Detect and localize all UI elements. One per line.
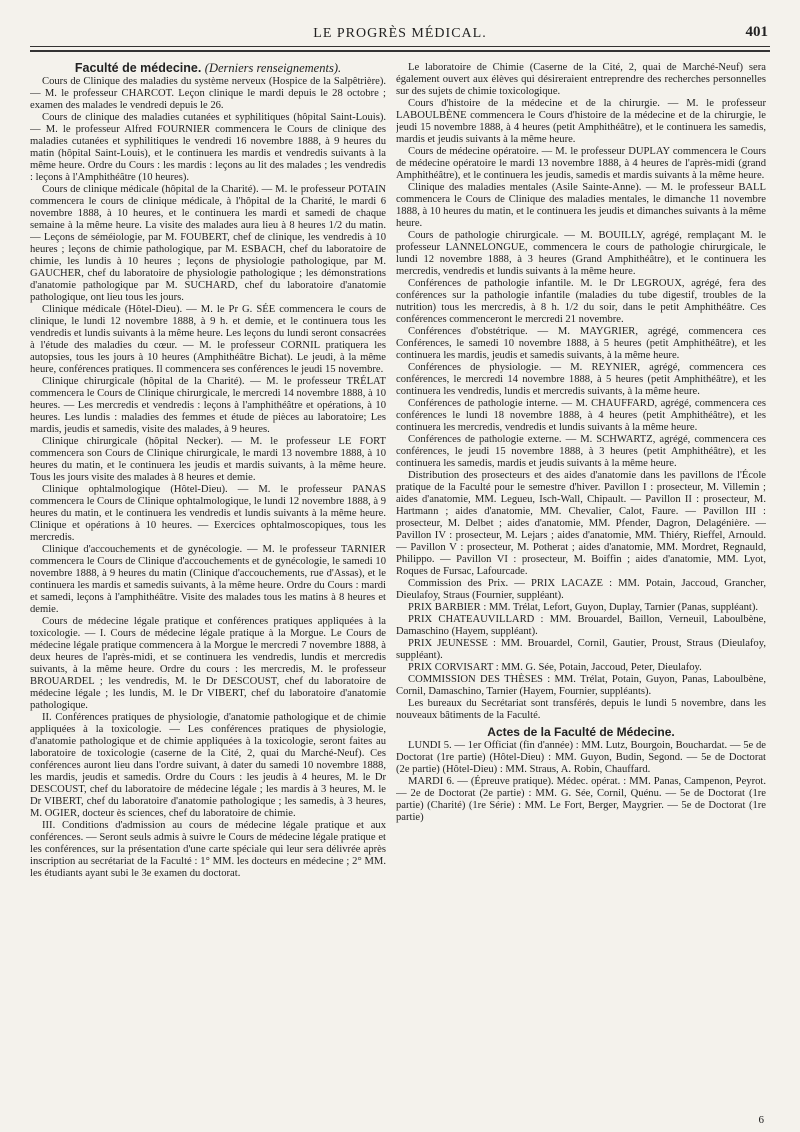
paragraph: Conférences de pathologie interne. — M. CHAUFFARD, agrégé, commencera ces conférences le lundi 18 novembre 1888, à 4 heures (petit Amphithéâtre), et les continuera les mercredis, vendredis et lundis suivants à la même heure. <box>396 398 766 433</box>
paragraph: Cours de médecine légale pratique et conférences pratiques appliquées à la toxicologie. — I. Cours de médecine légale pratique à la Morgue. Le Cours de médecine légale pratique commencera à la Morgue le mercredi 7 novembre 1888, à deux heures de l'après-midi, et se continuera les vendredis, lundis et mercredis suivants, à la même heure. Ordre du cours : les mercredis, M. le professeur BROUARDEL ; les vendredis, M. le Dr DESCOUST, chef du laboratoire de médecine légale ; les lundis, M. le Dr VIBERT, chef du laboratoire d'anatomie pathologique. <box>30 616 386 711</box>
paragraph: Cours de clinique médicale (hôpital de la Charité). — M. le professeur POTAIN commencera le cours de clinique médicale, à l'hôpital de la Charité, le mardi 6 novembre 1888, à 10 heures, et le continuera les mardi et samedi de chaque semaine à la même heure. La visite des malades aura lieu à 8 heures 1/2 du matin. — Leçons de séméiologie, par M. FOUBERT, chef de clinique, les vendredis à 10 heures ; leçons de chimie pathologique, par M. ESBACH, chef du laboratoire de chimie, les lundis à 10 heures ; leçons de physiologie pathologique, par M. GAUCHER, chef du laboratoire de physiologie pathologique ; les démonstrations d'anatomie pathologique par M. SUCHARD, chef du laboratoire d'anatomie pathologique, ont lieu tous les jours. <box>30 184 386 303</box>
paragraph: LUNDI 5. — 1er Officiat (fin d'année) : MM. Lutz, Bourgoin, Bouchardat. — 5e de Doctorat (1re partie) (Hôtel-Dieu) : MM. Guyon, Budin, Segond. — 5e de Doctorat (2e partie) (Hôtel-Dieu) : MM. Straus, A. Robin, Chauffard. <box>396 740 766 775</box>
paragraph: PRIX JEUNESSE : MM. Brouardel, Cornil, Gautier, Proust, Straus (Dieulafoy, suppléant). <box>396 638 766 661</box>
page-number: 401 <box>745 24 768 40</box>
left-column <box>30 62 386 1122</box>
right-column <box>396 62 766 1122</box>
paragraph: Cours de médecine opératoire. — M. le professeur DUPLAY commencera le Cours de médecine opératoire le mardi 13 novembre 1888, à 4 heures de l'après-midi (grand Amphithéâtre), et le continuera les jeudis, samedis et mardis suivants à la même heure. <box>396 146 766 181</box>
paragraph: Clinique chirurgicale (hôpital de la Charité). — M. le professeur TRÉLAT commencera le Cours de Clinique chirurgicale, le mercredi 14 novembre 1888, à 10 heures. — Les mercredis et vendredis : leçons à l'amphithéâtre et opérations, à 10 heures. Les lundis : maladies des femmes et étude de pièces au laboratoire; Les mardis, jeudis et samedis, visite des malades, à 9 heures. <box>30 376 386 435</box>
paragraph: Cours de clinique des maladies cutanées et syphilitiques (hôpital Saint-Louis). — M. le professeur Alfred FOURNIER commencera le Cours de clinique des maladies cutanées et syphilitiques le vendredi 16 novembre 1888, à 9 heures du matin (hôpital Saint-Louis), et le continuera les mardis et vendredis suivants à la même heure. Ordre du Cours : les mardis : leçons au lit des malades ; les vendredis : leçons à l'Amphithéâtre (10 heures). <box>30 112 386 183</box>
paragraph: Cours d'histoire de la médecine et de la chirurgie. — M. le professeur LABOULBÈNE commencera le Cours d'histoire de la médecine et de la chirurgie, le jeudi 15 novembre 1888, à 4 heures (petit Amphithéâtre), et le continuera les samedis, mardis et jeudis suivants à la même heure. <box>396 98 766 145</box>
paragraph: Clinique médicale (Hôtel-Dieu). — M. le Pr G. SÉE commencera le cours de clinique, le lundi 12 novembre 1888, à 9 h. et demie, et le continuera tous les vendredis et lundis suivants à la même heure. Les leçons du lundi seront consacrées à l'étude des maladies du cœur. — M. le professeur CORNIL pratiquera les autopsies, tous les jours à 10 heures (Amphithéâtre Bichat). Le jeudi, à la même heure, conférences pratiques. Il commencera ses conférences le jeudi 15 novembre. <box>30 304 386 375</box>
section-subtitle: (Derniers renseignements). <box>204 62 342 75</box>
signature-mark: 6 <box>758 1114 764 1126</box>
paragraph: Commission des Prix. — PRIX LACAZE : MM. Potain, Jaccoud, Grancher, Dieulafoy, Straus (Fournier, suppléant). <box>396 578 766 601</box>
paragraph: Conférences d'obstétrique. — M. MAYGRIER, agrégé, commencera ces Conférences, le samedi 10 novembre 1888, à 5 heures (petit Amphithéâtre), et les continuera les mardis, jeudis et samedis suivants, à la même heure. <box>396 326 766 361</box>
paragraph: II. Conférences pratiques de physiologie, d'anatomie pathologique et de chimie appliquées à la toxicologie. — Les conférences pratiques de physiologie, d'anatomie pathologique et de chimie appliquées à la toxicologie, seront faites au laboratoire de toxicologie (caserne de la Cité, 2, quai du Marché-Neuf). Ces conférences auront lieu dans l'ordre suivant, à dater du samedi 10 novembre 1888, les mardis, jeudis et samedis. Ordre du Cours : les jeudis à 4 heures, M. le Dr DESCOUST, chef du laboratoire de médecine légale ; les mardis à 3 heures, M. le Dr VIBERT, chef du laboratoire d'anatomie pathologique ; les samedis, à 3 heures, M. OGIER, docteur ès sciences, chef du laboratoire de chimie. <box>30 712 386 819</box>
section-title: Faculté de médecine. <box>74 62 202 75</box>
paragraph: Clinique des maladies mentales (Asile Sainte-Anne). — M. le professeur BALL commencera le Cours de Clinique des maladies mentales, le dimanche 11 novembre 1888, à 10 heures du matin, et le continuera les jeudis et dimanches suivants à la même heure. <box>396 182 766 229</box>
running-header <box>30 24 770 44</box>
paragraph: MARDI 6. — (Épreuve pratique). Médec. opérat. : MM. Panas, Campenon, Peyrot. — 2e de Doctorat (2e partie) : MM. G. Sée, Cornil, Quénu. — 5e de Doctorat (1re partie) (Charité) (1re Série) : MM. Le Fort, Berger, Maygrier. — 5e de Doctorat (1re partie) <box>396 776 766 823</box>
paragraph: PRIX CHATEAUVILLARD : MM. Brouardel, Baillon, Verneuil, Laboulbène, Damaschino (Hayem, suppléant). <box>396 614 766 637</box>
paragraph: Cours de pathologie chirurgicale. — M. BOUILLY, agrégé, remplaçant M. le professeur LANNELONGUE, commencera le cours de pathologie chirurgicale, le lundi 12 novembre 1888, à 3 heures (Grand Amphithéâtre), et le continuera les mercredis, vendredis et lundis suivants à la même heure. <box>396 230 766 277</box>
paragraph: Conférences de physiologie. — M. REYNIER, agrégé, commencera ces conférences, le mercredi 14 novembre 1888, à 5 heures (petit Amphithéâtre), et les continuera les vendredis, lundis et mercredis suivants, à la même heure. <box>396 362 766 397</box>
paragraph: Cours de Clinique des maladies du système nerveux (Hospice de la Salpêtrière). — M. le professeur CHARCOT. Leçon clinique le mardi depuis le 28 octobre ; examen des malades le vendredi depuis le 26. <box>30 76 386 111</box>
acts-heading: Actes de la Faculté de Médecine. <box>487 725 675 739</box>
paragraph: Les bureaux du Secrétariat sont transférés, depuis le lundi 5 novembre, dans les nouveaux bâtiments de la Faculté. <box>396 698 766 721</box>
paragraph: Le laboratoire de Chimie (Caserne de la Cité, 2, quai de Marché-Neuf) sera également ouvert aux élèves qui désireraient entreprendre des recherches personnelles sur des sujets de chimie toxicologique. <box>396 62 766 97</box>
paragraph: Clinique ophtalmologique (Hôtel-Dieu). — M. le professeur PANAS commencera le Cours de Clinique ophtalmologique, le lundi 12 novembre 1888, à 9 heures du matin, et le continuera les vendredis et lundis suivants à la même heure. Clinique et opérations à 10 heures. — Exercices ophtalmoscopiques, tous les mercredis. <box>30 484 386 543</box>
paragraph: PRIX CORVISART : MM. G. Sée, Potain, Jaccoud, Peter, Dieulafoy. <box>408 662 702 673</box>
paragraph: Conférences de pathologie externe. — M. SCHWARTZ, agrégé, commencera ces conférences, le jeudi 15 novembre 1888, à 3 heures (petit Amphithéâtre), et les continuera les samedis, mardis et jeudis suivants à la même heure. <box>396 434 766 469</box>
journal-title: LE PROGRÈS MÉDICAL. <box>313 26 487 41</box>
section-heading <box>30 62 386 74</box>
paragraph: Conférences de pathologie infantile. M. le Dr LEGROUX, agrégé, fera des conférences sur la pathologie infantile (maladies du tube digestif, troubles de la nutrition) tous les mercredis, à 8 h. 1/2 du soir, dans le petit Amphithéâtre. Ces conférences commenceront le mercredi 21 novembre. <box>396 278 766 325</box>
paragraph: Clinique chirurgicale (hôpital Necker). — M. le professeur LE FORT commencera son Cours de Clinique chirurgicale, le mardi 13 novembre 1888, à 10 heures du matin, et le continuera les jeudis et mardis suivants, à la même heure. Tous les jours visite des malades à 8 heures et demie. <box>30 436 386 483</box>
paragraph: Distribution des prosecteurs et des aides d'anatomie dans les pavillons de l'École pratique de la Faculté pour le semestre d'hiver. Pavillon I : prosecteur, M. Villemin ; aides d'anatomie, MM. Legueu, Isch-Wall, Chipault. — Pavillon II : prosecteur, M. Hartmann ; aides d'anatomie, MM. Chevalier, Calot, Faure. — Pavillon III : prosecteur, M. Delbet ; aides d'anatomie, MM. Pfender, Dagron, Delagénière. — Pavillon IV : prosecteur, M. Lejars ; aides d'anatomie, MM. Thiéry, Rieffel, Arnould. — Pavillon V : prosecteur, M. Potherat ; aides d'anatomie, MM. Mordret, Regnauld, Philippo. — Pavillon VI : prosecteur, M. Boiffin ; aides d'anatomie, MM. Lyot, Roques de Fursac, Lafourcade. <box>396 470 766 577</box>
header-rule-thick <box>30 50 770 52</box>
paragraph: COMMISSION DES THÈSES : MM. Trélat, Potain, Guyon, Panas, Laboulbène, Cornil, Damaschino, Tarnier (Hayem, Fournier, suppléants). <box>396 674 766 697</box>
paragraph: PRIX BARBIER : MM. Trélat, Lefort, Guyon, Duplay, Tarnier (Panas, suppléant). <box>408 602 758 613</box>
paragraph: Clinique d'accouchements et de gynécologie. — M. le professeur TARNIER commencera le Cours de Clinique d'accouchements et de gynécologie, le samedi 10 novembre 1888, à 9 heures du matin (Clinique d'accouchements, rue d'Assas), et le continuera les mardis et samedis suivants, à la même heure. Ordre du Cours : mardi et samedi, leçons à l'amphithéâtre. Visite des malades tous les matins à 8 heures et demie. <box>30 544 386 615</box>
paragraph: III. Conditions d'admission au cours de médecine légale pratique et aux conférences. — Seront seuls admis à suivre le Cours de médecine légale pratique et les conférences, sur la présentation d'une carte spéciale qui leur sera délivrée après inscription au secrétariat de la Faculté : 1° MM. les docteurs en médecine ; 2° MM. les étudiants ayant subi le 3e examen du doctorat. <box>30 820 386 879</box>
header-rule-thin <box>30 46 770 47</box>
